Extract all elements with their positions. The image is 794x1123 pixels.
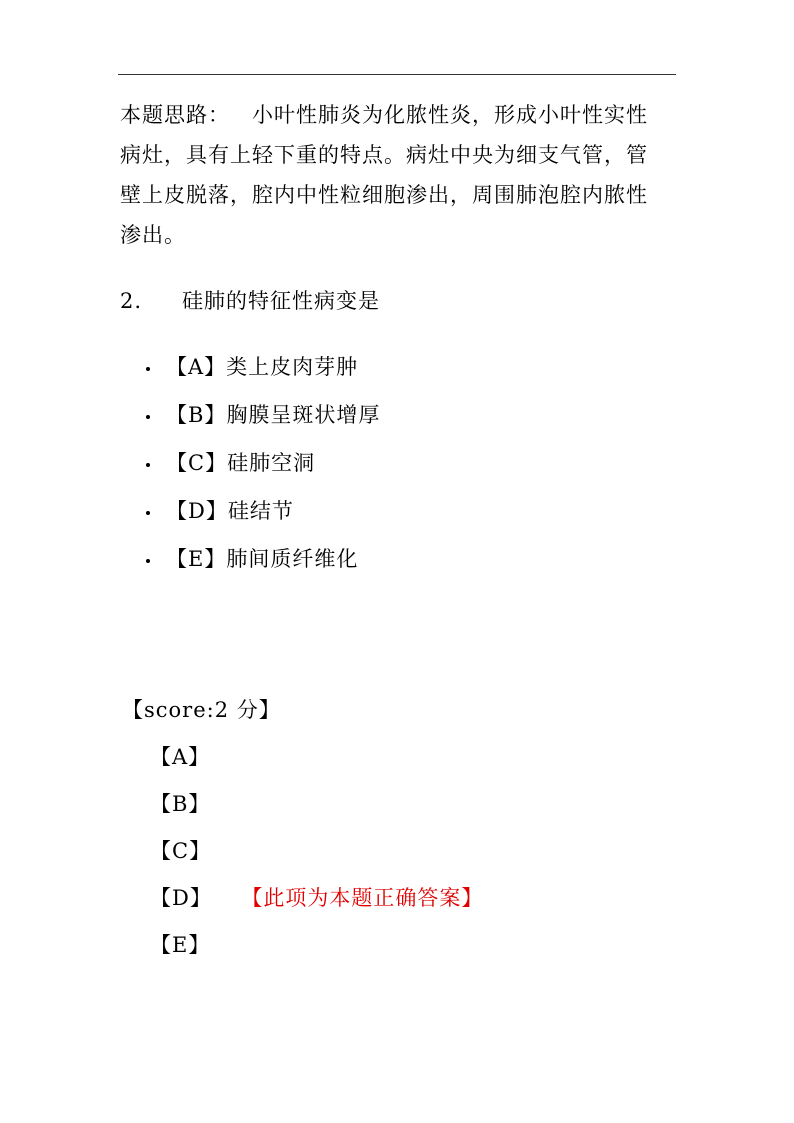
- answer-key: 【B】: [150, 792, 211, 816]
- answer-key: 【C】: [150, 839, 212, 863]
- option-item: [140, 343, 380, 391]
- option-item: [140, 535, 380, 583]
- question-stem: [120, 281, 380, 321]
- correct-answer-mark: 【此项为本题正确答案】: [251, 886, 484, 910]
- answer-row: [150, 737, 483, 784]
- answer-list: [150, 737, 483, 972]
- bullet-icon: [146, 415, 150, 419]
- option-list: [140, 343, 380, 583]
- answer-row: [150, 831, 483, 878]
- score-label: 【score:2 分】: [122, 698, 281, 722]
- question-text: 硅肺的特征性病变是: [182, 289, 380, 313]
- option-key: 【C】: [166, 451, 228, 475]
- option-item: [140, 391, 380, 439]
- bullet-icon: [146, 463, 150, 467]
- option-key: 【E】: [166, 547, 227, 571]
- option-key: 【D】: [166, 499, 228, 523]
- option-item: [140, 487, 380, 535]
- answer-row: [150, 878, 483, 925]
- answer-key: 【E】: [150, 933, 211, 957]
- header-divider: [118, 74, 676, 75]
- option-text: 胸膜呈斑状增厚: [226, 403, 381, 427]
- option-text: 类上皮肉芽肿: [226, 355, 359, 379]
- question-number: 2.: [120, 289, 143, 313]
- explanation-paragraph: [120, 95, 668, 255]
- answer-row: [150, 925, 483, 972]
- answer-key: 【D】: [150, 886, 212, 910]
- answer-row: [150, 784, 483, 831]
- option-text: 硅结节: [227, 499, 294, 523]
- explanation-lead: 本题思路：: [120, 103, 230, 127]
- option-key: 【A】: [166, 355, 227, 379]
- bullet-icon: [146, 367, 150, 371]
- bullet-icon: [146, 511, 150, 515]
- option-text: 硅肺空洞: [227, 451, 316, 475]
- answer-key: 【A】: [150, 745, 211, 769]
- explanation-text: 小叶性肺炎为化脓性炎，形成小叶性实性病灶，具有上轻下重的特点。病灶中央为细支气管，管壁上皮脱落，腔内中性粒细胞渗出，周围肺泡腔内脓性渗出。: [120, 103, 648, 247]
- bullet-icon: [146, 559, 150, 563]
- option-text: 肺间质纤维化: [226, 547, 359, 571]
- option-key: 【B】: [166, 403, 227, 427]
- option-item: [140, 439, 380, 487]
